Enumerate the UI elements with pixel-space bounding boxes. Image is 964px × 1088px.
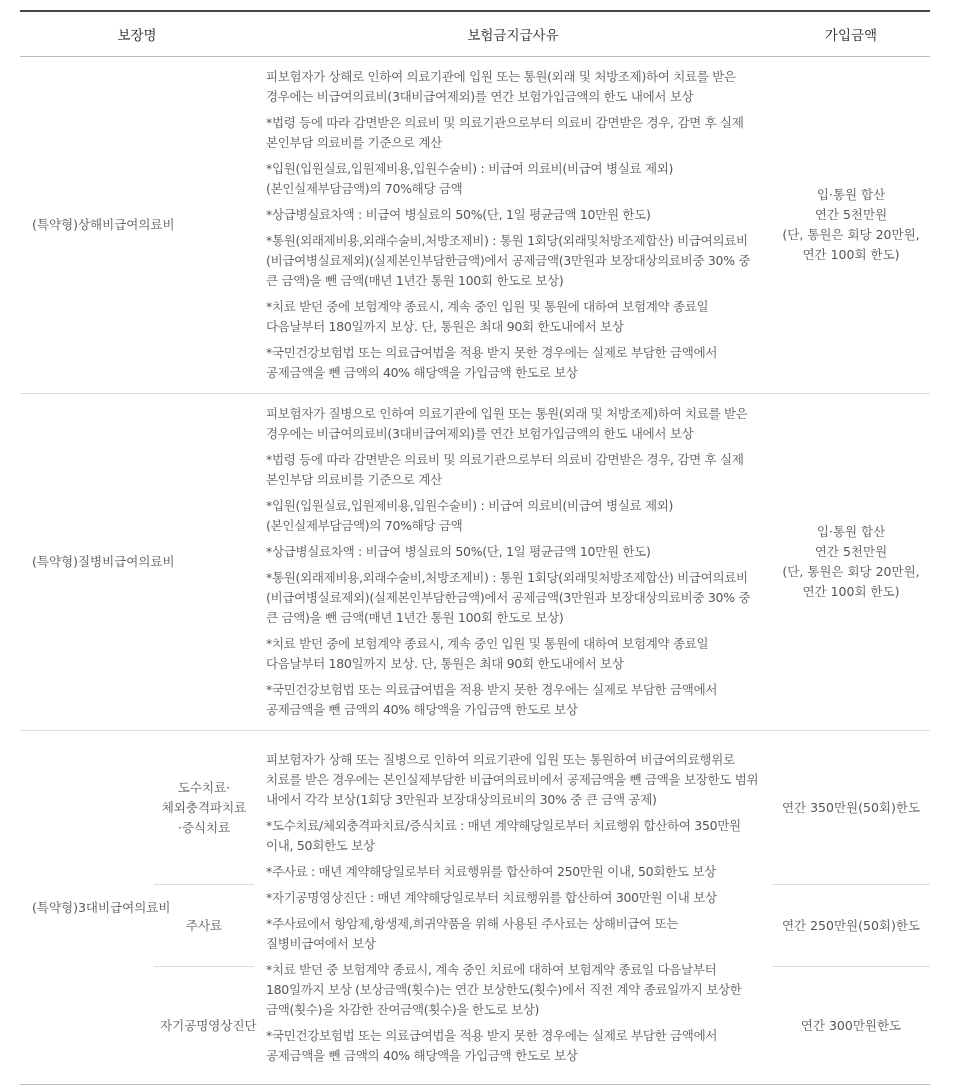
sub-coverage-mri: 자기공명영상진단 — [154, 967, 254, 1085]
reason-line: *치료 받던 중에 보험계약 종료시, 계속 중인 입원 및 통원에 대하여 보험계약 종료일 다음날부터 180일까지 보상. 단, 통원은 최대 90회 한도내에서 보상 — [266, 636, 709, 671]
amount-line: 입·통원 합산 — [816, 187, 886, 202]
table-row-injury — [20, 57, 930, 394]
amount-line: 연간 5천만원 — [814, 207, 888, 222]
amount-line: (단, 통원은 회당 20만원, — [782, 227, 920, 242]
insured-amount-injection: 연간 250만원(50회)한도 — [772, 885, 930, 967]
reason-line: *도수치료/체외충격파치료/증식치료 : 매년 계약해당일로부터 치료행위 합산하여 350만원 이내, 50회한도 보상 — [266, 817, 741, 853]
insured-amount-mri: 연간 300만원한도 — [772, 967, 930, 1085]
reason-line: *자기공명영상진단 : 매년 계약해당일로부터 치료행위를 합산하여 300만원 이내 보상 — [266, 889, 717, 905]
reason-line: *국민건강보험법 또는 의료급여법을 적용 받지 못한 경우에는 실제로 부담한 금액에서 공제금액을 뺀 금액의 40% 해당액을 가입금액 한도로 보상 — [266, 682, 718, 717]
insured-amount-injury — [772, 57, 930, 394]
sub-coverage-injection: 주사료 — [154, 885, 254, 967]
payment-reason-injury — [254, 57, 772, 394]
coverage-name-disease: (특약형)질병비급여의료비 — [20, 394, 254, 731]
reason-line: *통원(외래제비용,외래수술비,처방조제비) : 통원 1회당(외래및처방조제합산) 비급여의료비(비급여병실료제외)(실제본인부담한금액)에서 공제금액(3만원과 보장대상의료비중 30% 중 큰 금액)을 뺀 금액(매년 1년간 통원 100회 한도로 보상) — [266, 570, 751, 625]
reason-line: *통원(외래제비용,외래수술비,처방조제비) : 통원 1회당(외래및처방조제합산) 비급여의료비(비급여병실료제외)(실제본인부담한금액)에서 공제금액(3만원과 보장대상의료비중 30% 중 큰 금액)을 뺀 금액(매년 1년간 통원 100회 한도로 보상) — [266, 233, 751, 288]
coverage-name-injury: (특약형)상해비급여의료비 — [20, 57, 254, 394]
table-row-disease — [20, 394, 930, 731]
reason-line: *국민건강보험법 또는 의료급여법을 적용 받지 못한 경우에는 실제로 부담한 금액에서 공제금액을 뺀 금액의 40% 해당액을 가입금액 한도로 보상 — [266, 1027, 718, 1063]
table-header-row — [20, 11, 930, 57]
reason-line: *치료 받던 중 보험계약 종료시, 계속 중인 치료에 대하여 보험계약 종료일 다음날부터 180일까지 보상 (보상금액(횟수)는 연간 보상한도(횟수)에서 직전 계약 종료일까지 보상한 금액(횟수)을 차감한 잔여금액(횟수)을 한도로 보상) — [266, 961, 742, 1017]
reason-line: *상급병실료차액 : 비급여 병실료의 50%(단, 1일 평균금액 10만원 한도) — [266, 544, 651, 559]
reason-line: *치료 받던 중에 보험계약 종료시, 계속 중인 입원 및 통원에 대하여 보험계약 종료일 다음날부터 180일까지 보상. 단, 통원은 최대 90회 한도내에서 보상 — [266, 299, 709, 334]
insured-amount-disease — [772, 394, 930, 731]
amount-line: 연간 5천만원 — [814, 544, 888, 559]
reason-line: 피보험자가 상해로 인하여 의료기관에 입원 또는 통원(외래 및 처방조제)하여 치료를 받은 경우에는 비급여의료비(3대비급여제외)를 연간 보험가입금액의 한도 내에서 보상 — [266, 69, 736, 104]
coverage-table — [20, 10, 930, 1085]
amount-line: 연간 100회 한도) — [802, 584, 900, 599]
amount-line: 입·통원 합산 — [816, 524, 886, 539]
header-coverage-name: 보장명 — [20, 11, 254, 57]
amount-line: 연간 100회 한도) — [802, 247, 900, 262]
sub-coverage-manual-therapy: 도수치료·체외충격파치료·증식치료 — [154, 731, 254, 885]
coverage-name-three-nonbenefit: (특약형)3대비급여의료비 — [20, 731, 154, 1085]
reason-line: *법령 등에 따라 감면받은 의료비 및 의료기관으로부터 의료비 감면받은 경우, 감면 후 실제 본인부담 의료비를 기준으로 계산 — [266, 452, 744, 487]
reason-line: *주사료에서 항암제,항생제,희귀약품을 위해 사용된 주사료는 상해비급여 또는 질병비급여에서 보상 — [266, 915, 679, 951]
reason-line: 피보험자가 질병으로 인하여 의료기관에 입원 또는 통원(외래 및 처방조제)하여 치료를 받은 경우에는 비급여의료비(3대비급여제외)를 연간 보험가입금액의 한도 내에서 보상 — [266, 406, 748, 441]
reason-line: *국민건강보험법 또는 의료급여법을 적용 받지 못한 경우에는 실제로 부담한 금액에서 공제금액을 뺀 금액의 40% 해당액을 가입금액 한도로 보상 — [266, 345, 718, 380]
reason-line: *입원(입원실료,입원제비용,입원수술비) : 비급여 의료비(비급여 병실료 제외)(본인실제부담금액)의 70%해당 금액 — [266, 161, 674, 196]
header-payment-reason: 보험금지급사유 — [254, 11, 772, 57]
insured-amount-manual-therapy: 연간 350만원(50회)한도 — [772, 731, 930, 885]
reason-line: 피보험자가 상해 또는 질병으로 인하여 의료기관에 입원 또는 통원하여 비급여의료행위로 치료를 받은 경우에는 본인실제부담한 비급여의료비에서 공제금액을 뺀 금액을 보장한도 범위 내에서 각각 보상(1회당 3만원과 보장대상의료비의 30% 중 큰 금액 공제) — [266, 751, 759, 807]
reason-line: *법령 등에 따라 감면받은 의료비 및 의료기관으로부터 의료비 감면받은 경우, 감면 후 실제 본인부담 의료비를 기준으로 계산 — [266, 115, 744, 150]
reason-line: *상급병실료차액 : 비급여 병실료의 50%(단, 1일 평균금액 10만원 한도) — [266, 207, 651, 222]
reason-line: *주사료 : 매년 계약해당일로부터 치료행위를 합산하여 250만원 이내, 50회한도 보상 — [266, 863, 716, 879]
payment-reason-three-nonbenefit — [254, 731, 772, 1085]
header-insured-amount: 가입금액 — [772, 11, 930, 57]
amount-line: (단, 통원은 회당 20만원, — [782, 564, 920, 579]
table-row-manual-therapy — [20, 731, 930, 885]
payment-reason-disease — [254, 394, 772, 731]
reason-line: *입원(입원실료,입원제비용,입원수술비) : 비급여 의료비(비급여 병실료 제외)(본인실제부담금액)의 70%해당 금액 — [266, 498, 674, 533]
